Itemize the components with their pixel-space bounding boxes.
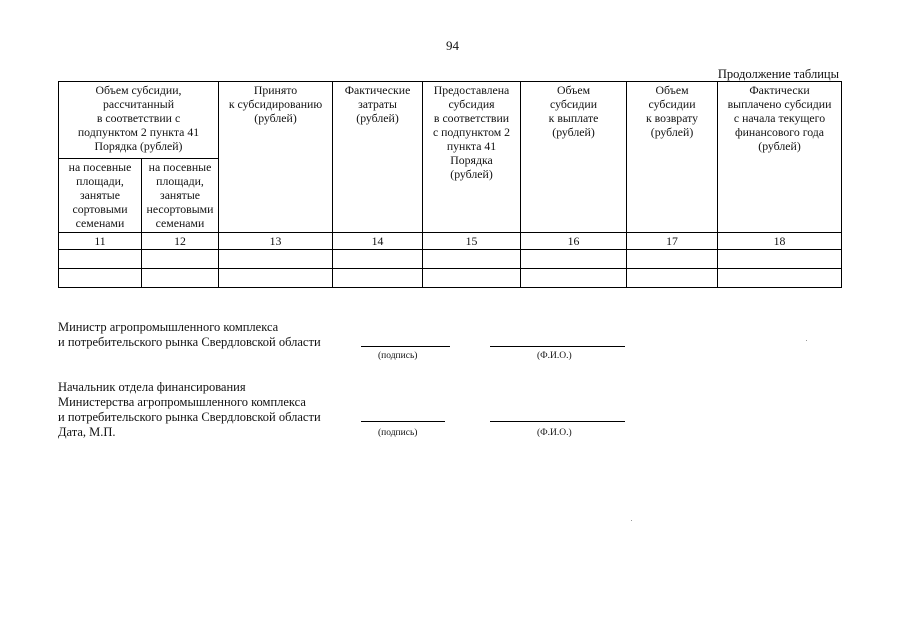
finance-head-sign-caption: (подпись) [378,428,418,438]
column-number: 14 [333,233,423,250]
table-cell [142,250,219,269]
subheader-nonvarietal-seeds: на посевные площади, занятые несортовыми семенами [142,159,219,233]
header-actual-costs: Фактические затраты (рублей) [333,82,423,233]
minister-name-caption: (Ф.И.О.) [537,351,572,361]
table-cell [718,269,842,288]
table-continuation-label: Продолжение таблицы [717,67,839,81]
column-number: 17 [627,233,718,250]
header-subsidy-to-pay: Объем субсидии к выплате (рублей) [521,82,627,233]
table-cell [521,250,627,269]
table-cell [59,250,142,269]
column-number: 15 [423,233,521,250]
table-row [59,250,842,269]
table-row [59,269,842,288]
column-number: 16 [521,233,627,250]
scan-speck [631,520,632,521]
subsidy-table [58,81,842,288]
column-number: 12 [142,233,219,250]
table-cell [423,269,521,288]
table-cell [142,269,219,288]
table-cell [627,250,718,269]
table-cell [219,269,333,288]
column-number: 18 [718,233,842,250]
table-cell [333,269,423,288]
table-cell [718,250,842,269]
table-cell [423,250,521,269]
column-number: 13 [219,233,333,250]
minister-sign-caption: (подпись) [378,351,418,361]
table-cell [59,269,142,288]
table-cell [627,269,718,288]
table-cell [521,269,627,288]
header-subsidy-to-return: Объем субсидии к возврату (рублей) [627,82,718,233]
header-subsidy-provided: Предоставлена субсидия в соответствии с подпунктом 2 пункта 41 Порядка (рублей) [423,82,521,233]
minister-signature-text: Министр агропромышленного комплекса и потребительского рынка Свердловской области [58,320,321,349]
finance-head-signature-text: Начальник отдела финансирования Министерства агропромышленного комплекса и потребительского рынка Свердловской области Дата, М.П. [58,380,321,439]
scan-speck [806,340,807,341]
table-cell [219,250,333,269]
minister-name-line [490,346,625,347]
finance-head-name-caption: (Ф.И.О.) [537,428,572,438]
finance-head-name-line [490,421,625,422]
column-number-row [59,233,842,250]
header-subsidy-volume-group: Объем субсидии, рассчитанный в соответствии с подпунктом 2 пункта 41 Порядка (рублей) [59,82,219,159]
minister-signature-line [361,346,450,347]
header-accepted-for-subsidy: Принято к субсидированию (рублей) [219,82,333,233]
table-cell [333,250,423,269]
page-number: 94 [446,38,459,53]
finance-head-signature-line [361,421,445,422]
column-number: 11 [59,233,142,250]
header-actually-paid: Фактически выплачено субсидии с начала текущего финансового года (рублей) [718,82,842,233]
subheader-varietal-seeds: на посевные площади, занятые сортовыми семенами [59,159,142,233]
